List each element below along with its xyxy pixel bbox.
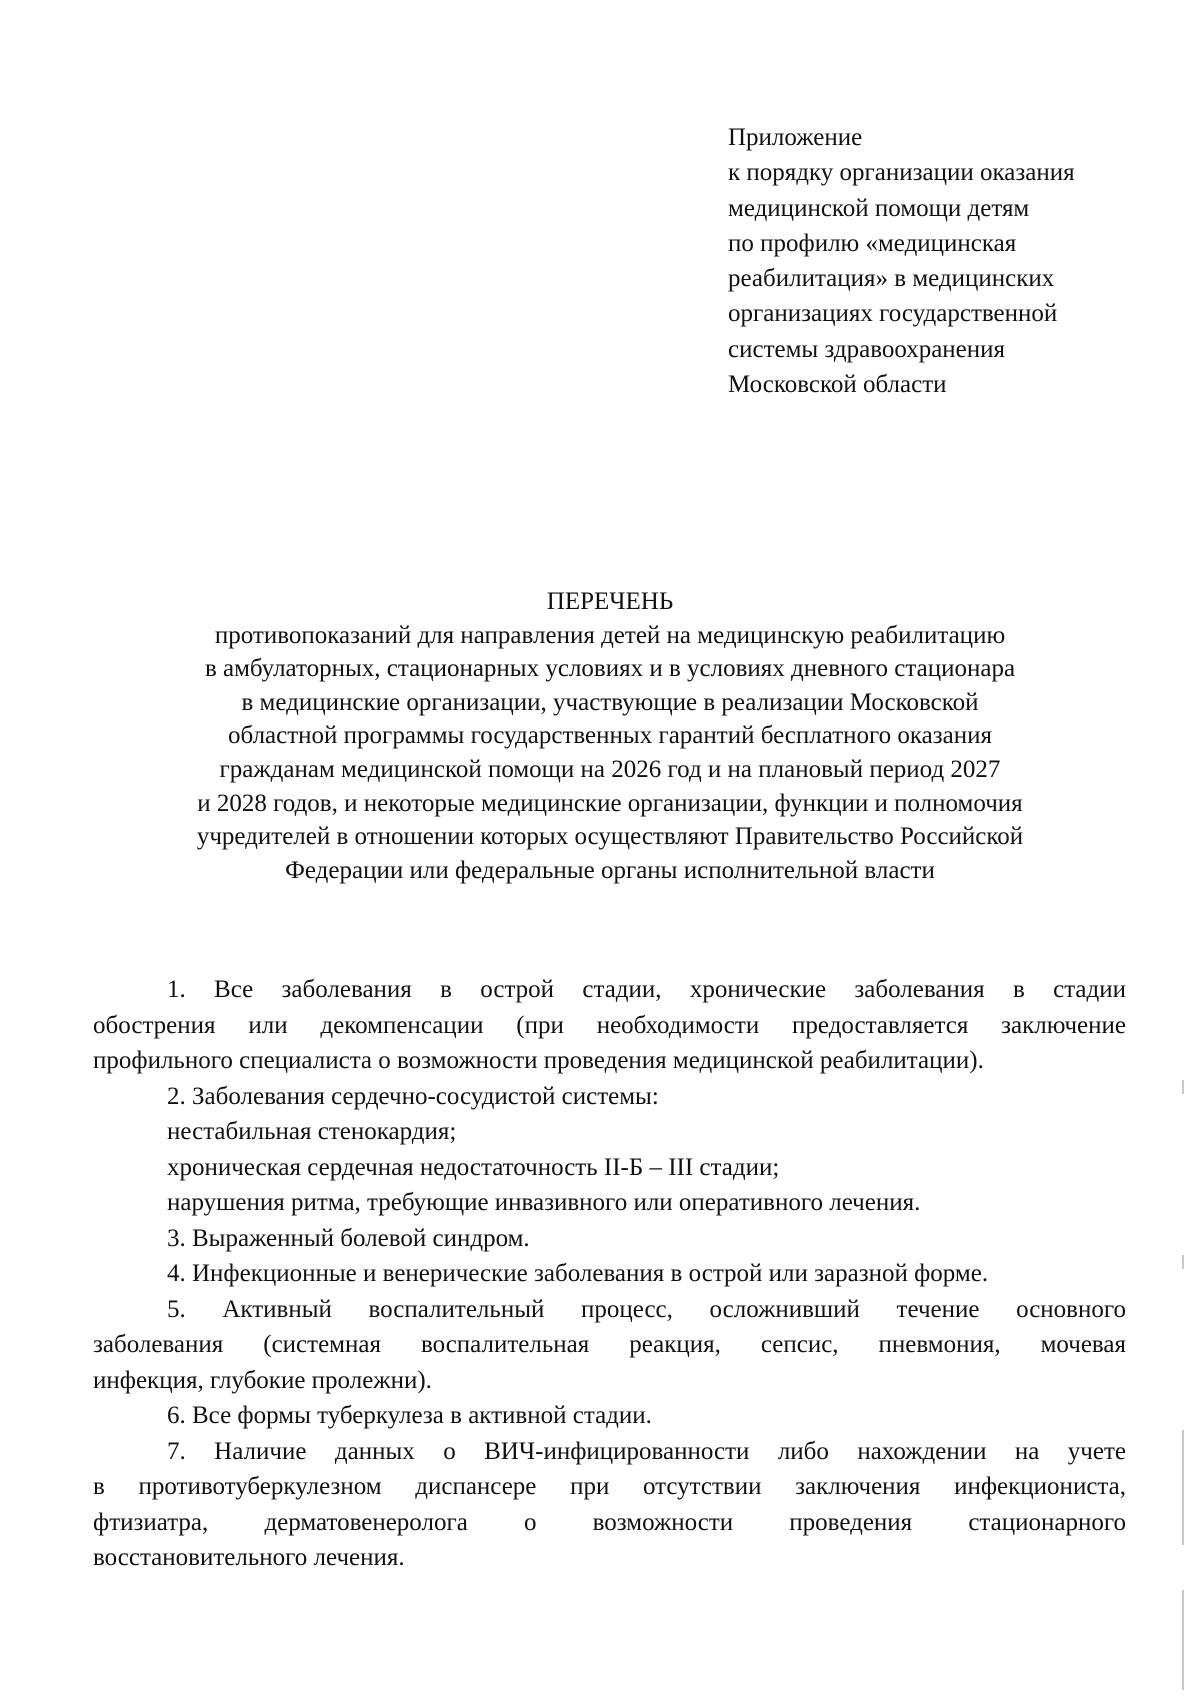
appendix-line: реабилитация» в медицинских (728, 265, 1055, 293)
appendix-line: организациях государственной (728, 300, 1058, 328)
list-item-text: инфекция, глубокие пролежни). (93, 1366, 432, 1394)
list-item-text: восстановительного лечения. (93, 1544, 405, 1571)
document-subtitle-line: в медицинские организации, участвующие в реализации Московской (241, 688, 979, 716)
list-item-text: 5. Активный воспалительный процесс, осложнивший течение основного (167, 1295, 1126, 1323)
list-item-3 (93, 1221, 1126, 1257)
list-item-text: заболевания (системная воспалительная реакция, сепсис, пневмония, мочевая (93, 1331, 1126, 1358)
document-subtitle-line: противопоказаний для направления детей на медицинскую реабилитацию (214, 621, 1006, 649)
appendix-line: Московской области (728, 371, 947, 399)
list-item-text: 6. Все формы туберкулеза в активной стадии. (167, 1402, 652, 1429)
appendix-line: системы здравоохранения (728, 335, 1006, 363)
list-subitem-text: хроническая сердечная недостаточность II-Б – III стадии; (167, 1153, 780, 1181)
document-subtitle-line: и 2028 годов, и некоторые медицинские организации, функции и полномочия (197, 789, 1023, 817)
list-item-text: в противотуберкулезном диспансере при отсутствии заключения инфекциониста, (93, 1473, 1126, 1500)
document-subtitle-line: областной программы государственных гарантий бесплатного оказания (227, 722, 992, 750)
document-heading (90, 585, 1130, 887)
list-item-text: профильного специалиста о возможности проведения медицинской реабилитации). (93, 1047, 984, 1074)
appendix-line: по профилю «медицинская (728, 229, 1017, 257)
document-subtitle-line: в амбулаторных, стационарных условиях и в условиях дневного стационара (204, 655, 1016, 683)
list-subitem-text: нарушения ритма, требующие инвазивного или оперативного лечения. (167, 1189, 921, 1216)
list-item-1 (93, 972, 1126, 1079)
list-subitem-text: нестабильная стенокардия; (167, 1118, 457, 1145)
appendix-header (728, 120, 1168, 402)
document-subtitle-line: учредителей в отношении которых осуществляют Правительство Российской (196, 823, 1024, 851)
scan-edge-mark (1182, 1590, 1184, 1690)
appendix-line: к порядку организации оказания (728, 159, 1075, 187)
list-item-text: 4. Инфекционные и венерические заболевания в острой или заразной форме. (167, 1260, 989, 1287)
list-item-text: фтизиатра, дерматовенеролога о возможности проведения стационарного (93, 1508, 1126, 1536)
list-item-text: 1. Все заболевания в острой стадии, хронические заболевания в стадии (167, 976, 1126, 1003)
list-item-7 (93, 1434, 1126, 1576)
document-title: ПЕРЕЧЕНЬ (546, 588, 674, 615)
scan-edge-mark (1182, 1255, 1184, 1269)
list-item-text: 7. Наличие данных о ВИЧ-инфицированности либо нахождении на учете (167, 1437, 1126, 1465)
scan-edge-mark (1182, 1080, 1184, 1094)
list-item-5 (93, 1292, 1126, 1399)
list-item-text: 3. Выраженный болевой синдром. (167, 1224, 530, 1252)
document-subtitle-line: Федерации или федеральные органы исполнительной власти (285, 856, 935, 884)
scan-edge-mark (1182, 1430, 1184, 1545)
list-item-6 (93, 1398, 1126, 1434)
list-item-text: 2. Заболевания сердечно-сосудистой системы: (167, 1082, 659, 1110)
list-item-4 (93, 1256, 1126, 1292)
appendix-line: Приложение (728, 124, 863, 151)
list-item-text: обострения или декомпенсации (при необходимости предоставляется заключение (93, 1011, 1126, 1039)
list-item-2 (93, 1079, 1126, 1221)
appendix-line: медицинской помощи детям (728, 194, 1030, 222)
contraindications-list (93, 972, 1126, 1576)
document-subtitle-line: гражданам медицинской помощи на 2026 год и на плановый период 2027 (219, 755, 1001, 783)
